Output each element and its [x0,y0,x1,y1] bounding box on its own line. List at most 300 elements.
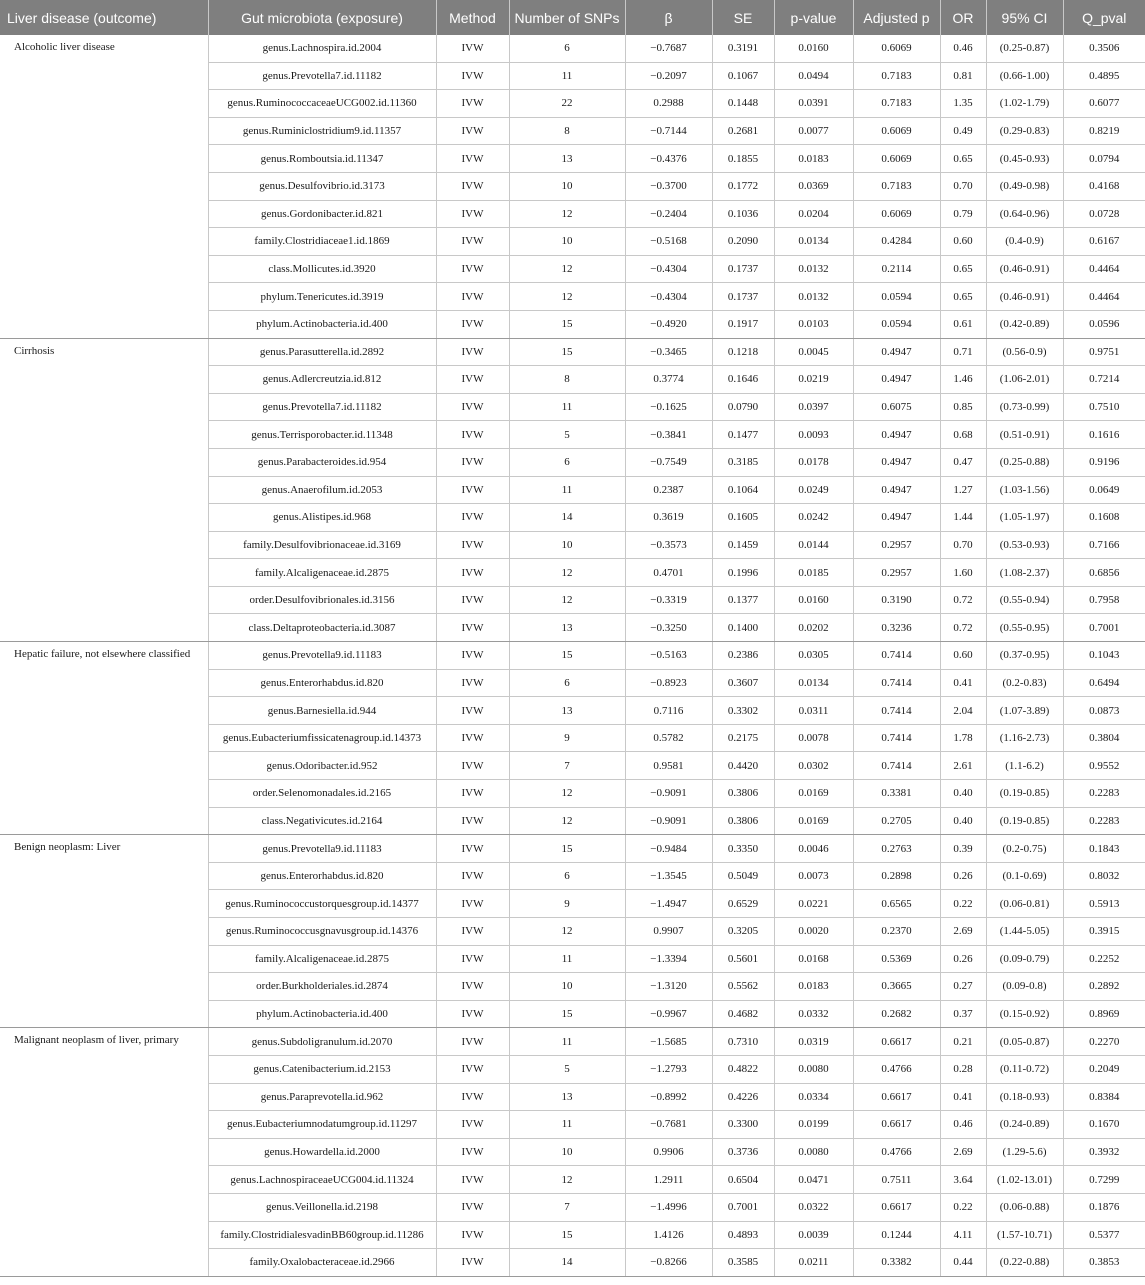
adjusted-p-cell: 0.6565 [853,890,940,918]
table-row [0,35,1145,62]
p-value-cell: 0.0144 [774,531,853,559]
se-cell: 0.1377 [712,586,774,614]
adjusted-p-cell: 0.4947 [853,338,940,366]
p-value-cell: 0.0045 [774,338,853,366]
adjusted-p-cell: 0.5369 [853,945,940,973]
se-cell: 0.4822 [712,1055,774,1083]
snps-cell: 12 [509,807,625,835]
se-cell: 0.3350 [712,835,774,863]
gut-microbiota-cell: class.Negativicutes.id.2164 [208,807,436,835]
method-cell: IVW [436,476,509,504]
snps-cell: 5 [509,421,625,449]
or-cell: 0.70 [940,172,986,200]
header-beta: β [625,0,712,35]
p-value-cell: 0.0319 [774,1028,853,1056]
se-cell: 0.1067 [712,62,774,90]
adjusted-p-cell: 0.4947 [853,476,940,504]
header-95-ci: 95% CI [986,0,1063,35]
gut-microbiota-cell: genus.Enterorhabdus.id.820 [208,669,436,697]
snps-cell: 12 [509,559,625,587]
p-value-cell: 0.0039 [774,1221,853,1249]
beta-cell: −0.8266 [625,1249,712,1277]
p-value-cell: 0.0169 [774,780,853,808]
adjusted-p-cell: 0.6069 [853,117,940,145]
ci-cell: (0.55-0.95) [986,614,1063,642]
adjusted-p-cell: 0.2705 [853,807,940,835]
ci-cell: (1.1-6.2) [986,752,1063,780]
q-pval-cell: 0.1616 [1063,421,1145,449]
method-cell: IVW [436,724,509,752]
snps-cell: 13 [509,697,625,725]
beta-cell: −0.2404 [625,200,712,228]
beta-cell: 0.7116 [625,697,712,725]
ci-cell: (0.24-0.89) [986,1111,1063,1139]
method-cell: IVW [436,642,509,670]
adjusted-p-cell: 0.3382 [853,1249,940,1277]
q-pval-cell: 0.3506 [1063,35,1145,62]
q-pval-cell: 0.6856 [1063,559,1145,587]
p-value-cell: 0.0078 [774,724,853,752]
or-cell: 0.85 [940,393,986,421]
se-cell: 0.2386 [712,642,774,670]
beta-cell: −0.5163 [625,642,712,670]
snps-cell: 12 [509,780,625,808]
snps-cell: 9 [509,890,625,918]
gut-microbiota-cell: genus.Prevotella9.id.11183 [208,642,436,670]
p-value-cell: 0.0080 [774,1055,853,1083]
p-value-cell: 0.0302 [774,752,853,780]
ci-cell: (0.29-0.83) [986,117,1063,145]
q-pval-cell: 0.5913 [1063,890,1145,918]
gut-microbiota-cell: family.Alcaligenaceae.id.2875 [208,559,436,587]
snps-cell: 9 [509,724,625,752]
adjusted-p-cell: 0.7414 [853,724,940,752]
snps-cell: 10 [509,1138,625,1166]
se-cell: 0.1605 [712,504,774,532]
snps-cell: 6 [509,862,625,890]
gut-microbiota-cell: class.Deltaproteobacteria.id.3087 [208,614,436,642]
q-pval-cell: 0.7510 [1063,393,1145,421]
header-method: Method [436,0,509,35]
beta-cell: −0.7681 [625,1111,712,1139]
adjusted-p-cell: 0.7414 [853,697,940,725]
beta-cell: −1.3120 [625,973,712,1001]
beta-cell: −1.4947 [625,890,712,918]
se-cell: 0.2175 [712,724,774,752]
q-pval-cell: 0.2892 [1063,973,1145,1001]
p-value-cell: 0.0249 [774,476,853,504]
p-value-cell: 0.0211 [774,1249,853,1277]
adjusted-p-cell: 0.6069 [853,200,940,228]
or-cell: 0.65 [940,145,986,173]
gut-microbiota-cell: family.Alcaligenaceae.id.2875 [208,945,436,973]
q-pval-cell: 0.3932 [1063,1138,1145,1166]
p-value-cell: 0.0073 [774,862,853,890]
snps-cell: 12 [509,283,625,311]
adjusted-p-cell: 0.6617 [853,1193,940,1221]
se-cell: 0.1400 [712,614,774,642]
se-cell: 0.4420 [712,752,774,780]
ci-cell: (0.66-1.00) [986,62,1063,90]
q-pval-cell: 0.2252 [1063,945,1145,973]
se-cell: 0.3302 [712,697,774,725]
method-cell: IVW [436,90,509,118]
gut-microbiota-cell: genus.Lachnospira.id.2004 [208,35,436,62]
ci-cell: (0.4-0.9) [986,228,1063,256]
p-value-cell: 0.0160 [774,35,853,62]
ci-cell: (0.53-0.93) [986,531,1063,559]
method-cell: IVW [436,145,509,173]
beta-cell: 1.2911 [625,1166,712,1194]
gut-microbiota-cell: genus.Ruminococcustorquesgroup.id.14377 [208,890,436,918]
beta-cell: −0.7687 [625,35,712,62]
p-value-cell: 0.0369 [774,172,853,200]
q-pval-cell: 0.3853 [1063,1249,1145,1277]
ci-cell: (0.06-0.81) [986,890,1063,918]
adjusted-p-cell: 0.2370 [853,918,940,946]
p-value-cell: 0.0219 [774,366,853,394]
beta-cell: −0.3841 [625,421,712,449]
se-cell: 0.4226 [712,1083,774,1111]
se-cell: 0.1772 [712,172,774,200]
method-cell: IVW [436,973,509,1001]
beta-cell: 0.9906 [625,1138,712,1166]
adjusted-p-cell: 0.4766 [853,1055,940,1083]
ci-cell: (0.2-0.83) [986,669,1063,697]
method-cell: IVW [436,117,509,145]
method-cell: IVW [436,1138,509,1166]
adjusted-p-cell: 0.2763 [853,835,940,863]
snps-cell: 10 [509,531,625,559]
q-pval-cell: 0.6077 [1063,90,1145,118]
se-cell: 0.7310 [712,1028,774,1056]
se-cell: 0.1737 [712,283,774,311]
method-cell: IVW [436,338,509,366]
beta-cell: 0.4701 [625,559,712,587]
adjusted-p-cell: 0.2682 [853,1000,940,1028]
method-cell: IVW [436,862,509,890]
table-row [0,1028,1145,1056]
beta-cell: −0.9091 [625,807,712,835]
gut-microbiota-cell: genus.Howardella.id.2000 [208,1138,436,1166]
ci-cell: (0.56-0.9) [986,338,1063,366]
se-cell: 0.4682 [712,1000,774,1028]
beta-cell: −0.3319 [625,586,712,614]
method-cell: IVW [436,1083,509,1111]
adjusted-p-cell: 0.4766 [853,1138,940,1166]
or-cell: 1.46 [940,366,986,394]
snps-cell: 14 [509,504,625,532]
gut-microbiota-cell: genus.Odoribacter.id.952 [208,752,436,780]
q-pval-cell: 0.2283 [1063,780,1145,808]
ci-cell: (1.05-1.97) [986,504,1063,532]
or-cell: 0.21 [940,1028,986,1056]
q-pval-cell: 0.1876 [1063,1193,1145,1221]
adjusted-p-cell: 0.7183 [853,172,940,200]
q-pval-cell: 0.4168 [1063,172,1145,200]
ci-cell: (1.29-5.6) [986,1138,1063,1166]
snps-cell: 6 [509,669,625,697]
p-value-cell: 0.0077 [774,117,853,145]
p-value-cell: 0.0391 [774,90,853,118]
snps-cell: 15 [509,1000,625,1028]
adjusted-p-cell: 0.7183 [853,90,940,118]
ci-cell: (1.06-2.01) [986,366,1063,394]
gut-microbiota-cell: genus.Terrisporobacter.id.11348 [208,421,436,449]
method-cell: IVW [436,697,509,725]
p-value-cell: 0.0183 [774,973,853,1001]
q-pval-cell: 0.1670 [1063,1111,1145,1139]
q-pval-cell: 0.8219 [1063,117,1145,145]
table-row [0,338,1145,366]
method-cell: IVW [436,586,509,614]
adjusted-p-cell: 0.0594 [853,283,940,311]
or-cell: 1.27 [940,476,986,504]
q-pval-cell: 0.7214 [1063,366,1145,394]
or-cell: 1.78 [940,724,986,752]
method-cell: IVW [436,366,509,394]
beta-cell: −0.9484 [625,835,712,863]
or-cell: 0.72 [940,586,986,614]
beta-cell: −0.7549 [625,448,712,476]
adjusted-p-cell: 0.2898 [853,862,940,890]
ci-cell: (0.19-0.85) [986,807,1063,835]
gut-microbiota-cell: class.Mollicutes.id.3920 [208,255,436,283]
snps-cell: 11 [509,476,625,504]
or-cell: 2.61 [940,752,986,780]
or-cell: 0.39 [940,835,986,863]
p-value-cell: 0.0305 [774,642,853,670]
header-gut-microbiota: Gut microbiota (exposure) [208,0,436,35]
snps-cell: 8 [509,366,625,394]
se-cell: 0.1996 [712,559,774,587]
snps-cell: 5 [509,1055,625,1083]
adjusted-p-cell: 0.3665 [853,973,940,1001]
se-cell: 0.6504 [712,1166,774,1194]
ci-cell: (0.55-0.94) [986,586,1063,614]
header-liver-disease: Liver disease (outcome) [0,0,208,35]
q-pval-cell: 0.4464 [1063,255,1145,283]
method-cell: IVW [436,669,509,697]
gut-microbiota-cell: genus.Gordonibacter.id.821 [208,200,436,228]
beta-cell: 0.3619 [625,504,712,532]
p-value-cell: 0.0397 [774,393,853,421]
or-cell: 1.35 [940,90,986,118]
se-cell: 0.7001 [712,1193,774,1221]
snps-cell: 11 [509,1028,625,1056]
or-cell: 0.37 [940,1000,986,1028]
p-value-cell: 0.0199 [774,1111,853,1139]
method-cell: IVW [436,1028,509,1056]
ci-cell: (1.07-3.89) [986,697,1063,725]
header-q-pval: Q_pval [1063,0,1145,35]
method-cell: IVW [436,1111,509,1139]
adjusted-p-cell: 0.6617 [853,1028,940,1056]
q-pval-cell: 0.0794 [1063,145,1145,173]
q-pval-cell: 0.6494 [1063,669,1145,697]
method-cell: IVW [436,200,509,228]
or-cell: 3.64 [940,1166,986,1194]
se-cell: 0.3585 [712,1249,774,1277]
ci-cell: (1.08-2.37) [986,559,1063,587]
adjusted-p-cell: 0.7414 [853,752,940,780]
p-value-cell: 0.0160 [774,586,853,614]
se-cell: 0.3806 [712,807,774,835]
adjusted-p-cell: 0.3236 [853,614,940,642]
q-pval-cell: 0.7299 [1063,1166,1145,1194]
or-cell: 0.27 [940,973,986,1001]
adjusted-p-cell: 0.3381 [853,780,940,808]
or-cell: 1.60 [940,559,986,587]
or-cell: 0.71 [940,338,986,366]
p-value-cell: 0.0093 [774,421,853,449]
method-cell: IVW [436,62,509,90]
beta-cell: 1.4126 [625,1221,712,1249]
se-cell: 0.5049 [712,862,774,890]
gut-microbiota-cell: genus.Subdoligranulum.id.2070 [208,1028,436,1056]
p-value-cell: 0.0168 [774,945,853,973]
p-value-cell: 0.0242 [774,504,853,532]
p-value-cell: 0.0221 [774,890,853,918]
or-cell: 0.61 [940,310,986,338]
p-value-cell: 0.0204 [774,200,853,228]
beta-cell: −0.2097 [625,62,712,90]
snps-cell: 11 [509,1111,625,1139]
q-pval-cell: 0.8032 [1063,862,1145,890]
or-cell: 0.49 [940,117,986,145]
snps-cell: 12 [509,200,625,228]
snps-cell: 12 [509,255,625,283]
table-body [0,35,1145,1276]
ci-cell: (1.02-1.79) [986,90,1063,118]
adjusted-p-cell: 0.7414 [853,669,940,697]
snps-cell: 11 [509,945,625,973]
ci-cell: (1.57-10.71) [986,1221,1063,1249]
ci-cell: (0.49-0.98) [986,172,1063,200]
gut-microbiota-cell: phylum.Actinobacteria.id.400 [208,1000,436,1028]
gut-microbiota-cell: phylum.Tenericutes.id.3919 [208,283,436,311]
beta-cell: −0.4920 [625,310,712,338]
q-pval-cell: 0.1608 [1063,504,1145,532]
se-cell: 0.1737 [712,255,774,283]
se-cell: 0.6529 [712,890,774,918]
gut-microbiota-cell: genus.Anaerofilum.id.2053 [208,476,436,504]
liver-disease-cell: Benign neoplasm: Liver [0,835,208,1028]
snps-cell: 12 [509,586,625,614]
se-cell: 0.3191 [712,35,774,62]
method-cell: IVW [436,1166,509,1194]
gut-microbiota-cell: genus.Paraprevotella.id.962 [208,1083,436,1111]
q-pval-cell: 0.2049 [1063,1055,1145,1083]
adjusted-p-cell: 0.2114 [853,255,940,283]
se-cell: 0.3300 [712,1111,774,1139]
or-cell: 0.28 [940,1055,986,1083]
or-cell: 0.65 [940,255,986,283]
beta-cell: 0.5782 [625,724,712,752]
or-cell: 0.68 [940,421,986,449]
gut-microbiota-cell: genus.Prevotella7.id.11182 [208,393,436,421]
ci-cell: (0.73-0.99) [986,393,1063,421]
snps-cell: 15 [509,1221,625,1249]
beta-cell: −0.8923 [625,669,712,697]
beta-cell: 0.9907 [625,918,712,946]
gut-microbiota-cell: family.ClostridialesvadinBB60group.id.11286 [208,1221,436,1249]
ci-cell: (0.37-0.95) [986,642,1063,670]
or-cell: 0.70 [940,531,986,559]
gut-microbiota-cell: genus.LachnospiraceaeUCG004.id.11324 [208,1166,436,1194]
adjusted-p-cell: 0.4947 [853,366,940,394]
beta-cell: −0.8992 [625,1083,712,1111]
snps-cell: 6 [509,448,625,476]
gut-microbiota-cell: genus.Desulfovibrio.id.3173 [208,172,436,200]
ci-cell: (0.45-0.93) [986,145,1063,173]
or-cell: 0.60 [940,642,986,670]
p-value-cell: 0.0311 [774,697,853,725]
p-value-cell: 0.0334 [774,1083,853,1111]
gut-microbiota-cell: genus.Eubacteriumfissicatenagroup.id.14373 [208,724,436,752]
beta-cell: −0.3465 [625,338,712,366]
gut-microbiota-cell: genus.Adlercreutzia.id.812 [208,366,436,394]
gut-microbiota-cell: genus.RuminococcaceaeUCG002.id.11360 [208,90,436,118]
method-cell: IVW [436,255,509,283]
or-cell: 0.81 [940,62,986,90]
q-pval-cell: 0.0728 [1063,200,1145,228]
header-or: OR [940,0,986,35]
p-value-cell: 0.0183 [774,145,853,173]
method-cell: IVW [436,807,509,835]
header-adjusted-p: Adjusted p [853,0,940,35]
or-cell: 0.46 [940,35,986,62]
gut-microbiota-cell: genus.Parasutterella.id.2892 [208,338,436,366]
snps-cell: 6 [509,35,625,62]
q-pval-cell: 0.7001 [1063,614,1145,642]
gut-microbiota-cell: genus.Enterorhabdus.id.820 [208,862,436,890]
se-cell: 0.1855 [712,145,774,173]
adjusted-p-cell: 0.0594 [853,310,940,338]
beta-cell: 0.3774 [625,366,712,394]
ci-cell: (0.25-0.87) [986,35,1063,62]
q-pval-cell: 0.2283 [1063,807,1145,835]
beta-cell: −0.4304 [625,283,712,311]
method-cell: IVW [436,752,509,780]
beta-cell: −1.2793 [625,1055,712,1083]
or-cell: 0.40 [940,780,986,808]
ci-cell: (0.05-0.87) [986,1028,1063,1056]
gut-microbiota-cell: family.Desulfovibrionaceae.id.3169 [208,531,436,559]
method-cell: IVW [436,283,509,311]
method-cell: IVW [436,890,509,918]
se-cell: 0.2681 [712,117,774,145]
beta-cell: −0.3250 [625,614,712,642]
p-value-cell: 0.0332 [774,1000,853,1028]
method-cell: IVW [436,531,509,559]
method-cell: IVW [436,172,509,200]
p-value-cell: 0.0132 [774,283,853,311]
se-cell: 0.1448 [712,90,774,118]
method-cell: IVW [436,945,509,973]
snps-cell: 12 [509,1166,625,1194]
or-cell: 0.22 [940,890,986,918]
q-pval-cell: 0.5377 [1063,1221,1145,1249]
adjusted-p-cell: 0.6075 [853,393,940,421]
method-cell: IVW [436,504,509,532]
adjusted-p-cell: 0.4947 [853,421,940,449]
snps-cell: 15 [509,642,625,670]
gut-microbiota-cell: genus.Parabacteroides.id.954 [208,448,436,476]
or-cell: 0.22 [940,1193,986,1221]
se-cell: 0.3185 [712,448,774,476]
snps-cell: 7 [509,1193,625,1221]
